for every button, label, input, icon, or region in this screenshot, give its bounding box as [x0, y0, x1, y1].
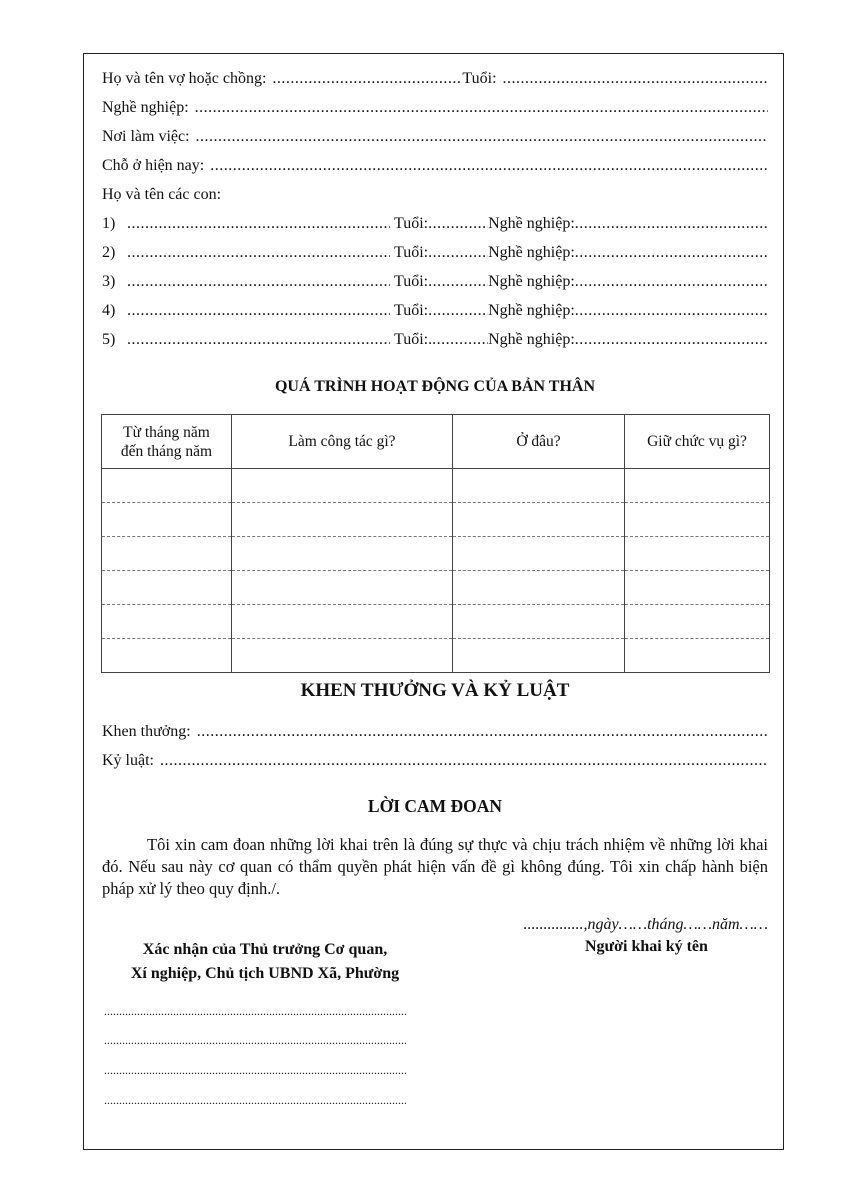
child-job-field[interactable] [575, 213, 768, 235]
table-cell[interactable] [453, 605, 625, 639]
table-row [102, 537, 770, 571]
table-cell[interactable] [102, 639, 232, 673]
residence-field[interactable] [210, 155, 768, 177]
col-from-to [102, 415, 232, 469]
child-job-field[interactable] [575, 300, 768, 322]
table-cell[interactable] [232, 639, 453, 673]
table-cell[interactable] [625, 469, 770, 503]
child-age-label: Tuổi: [394, 302, 429, 319]
occupation-line [102, 97, 768, 119]
history-table [101, 414, 770, 673]
reward-label: Khen thưởng: [102, 723, 191, 740]
child-row [102, 213, 768, 235]
confirmation-field[interactable] [104, 1092, 406, 1108]
col-work: Làm công tác gì? [232, 415, 453, 469]
workplace-label: Nơi làm việc: [102, 128, 190, 145]
confirmation-field[interactable] [104, 1003, 406, 1019]
child-age-field[interactable] [428, 271, 488, 293]
pledge-title: LỜI CAM ĐOAN [367, 796, 503, 816]
confirmation-block [100, 938, 430, 986]
table-cell[interactable] [453, 639, 625, 673]
table-cell[interactable] [625, 605, 770, 639]
col-where: Ở đâu? [453, 415, 625, 469]
table-cell[interactable] [453, 571, 625, 605]
reward-line [102, 721, 768, 743]
confirmation-field[interactable] [104, 1062, 406, 1078]
table-cell[interactable] [625, 571, 770, 605]
col-from-line1: Từ tháng năm [123, 423, 210, 441]
child-age-label: Tuổi: [394, 244, 429, 261]
child-job-label: Nghề nghiệp: [488, 244, 575, 261]
child-age-field[interactable] [428, 300, 488, 322]
history-title: QUÁ TRÌNH HOẠT ĐỘNG CỦA BẢN THÂN [274, 378, 596, 395]
table-cell[interactable] [102, 537, 232, 571]
child-number: 4) [102, 302, 116, 319]
child-job-label: Nghề nghiệp: [488, 331, 575, 348]
table-cell[interactable] [232, 605, 453, 639]
child-name-field[interactable] [127, 213, 390, 235]
confirm-line-2: Xí nghiệp, Chủ tịch UBND Xã, Phường [130, 965, 400, 982]
child-age-label: Tuổi: [394, 273, 429, 290]
child-row [102, 329, 768, 351]
spouse-label: Họ và tên vợ hoặc chồng: [102, 70, 267, 87]
residence-label: Chỗ ở hiện nay: [102, 157, 205, 174]
child-row [102, 242, 768, 264]
spouse-age-label: Tuổi: [462, 70, 497, 87]
confirmation-field[interactable] [104, 1032, 406, 1048]
child-job-field[interactable] [575, 242, 768, 264]
rewards-title: KHEN THƯỞNG VÀ KỶ LUẬT [300, 680, 570, 701]
table-cell[interactable] [453, 503, 625, 537]
child-age-label: Tuổi: [394, 215, 429, 232]
table-cell[interactable] [102, 503, 232, 537]
occupation-label: Nghề nghiệp: [102, 99, 189, 116]
child-job-label: Nghề nghiệp: [488, 215, 575, 232]
col-from-line2: đến tháng năm [120, 442, 213, 460]
table-cell[interactable] [232, 571, 453, 605]
child-job-field[interactable] [575, 329, 768, 351]
residence-line [102, 155, 768, 177]
table-cell[interactable] [625, 639, 770, 673]
occupation-field[interactable] [195, 97, 768, 119]
spouse-line [102, 68, 768, 90]
child-name-field[interactable] [127, 300, 390, 322]
pledge-paragraph [102, 834, 768, 900]
table-cell[interactable] [232, 469, 453, 503]
spouse-age-field[interactable] [503, 68, 768, 90]
history-header-row [102, 415, 770, 469]
child-number: 2) [102, 244, 116, 261]
child-name-field[interactable] [127, 242, 390, 264]
table-cell[interactable] [232, 503, 453, 537]
child-age-label: Tuổi:. [394, 331, 433, 348]
table-cell[interactable] [102, 469, 232, 503]
table-row [102, 639, 770, 673]
child-name-field[interactable] [127, 329, 390, 351]
discipline-field[interactable] [160, 750, 768, 772]
discipline-label: Kỷ luật: [102, 752, 154, 769]
table-cell[interactable] [453, 469, 625, 503]
table-cell[interactable] [232, 537, 453, 571]
confirm-line-1: Xác nhận của Thủ trưởng Cơ quan, [142, 941, 388, 958]
workplace-field[interactable] [196, 126, 768, 148]
table-cell[interactable] [102, 605, 232, 639]
date-line: ...............,ngày……tháng……năm…… [523, 916, 768, 933]
workplace-line [102, 126, 768, 148]
table-row [102, 503, 770, 537]
child-age-field[interactable] [432, 329, 488, 351]
table-row [102, 469, 770, 503]
discipline-line [102, 750, 768, 772]
child-number: 1) [102, 215, 116, 232]
child-row [102, 300, 768, 322]
table-row [102, 605, 770, 639]
table-cell[interactable] [625, 537, 770, 571]
child-age-field[interactable] [428, 242, 488, 264]
child-name-field[interactable] [127, 271, 390, 293]
table-row [102, 571, 770, 605]
col-position: Giữ chức vụ gì? [625, 415, 770, 469]
pledge-text: Tôi xin cam đoan những lời khai trên là đúng sự thực và chịu trách nhiệm về những lời khai đó. Nếu sau này cơ quan có thẩm quyền phát hiện vấn đề gì không đúng. Tôi xin chấp hành biện pháp xử lý theo quy định./. [102, 835, 768, 898]
table-cell[interactable] [102, 571, 232, 605]
children-label: Họ và tên các con: [102, 186, 222, 203]
child-number: 3) [102, 273, 116, 290]
child-job-label: Nghề nghiệp: [488, 302, 575, 319]
child-number: 5) [102, 331, 116, 348]
child-job-field[interactable] [575, 271, 768, 293]
child-row [102, 271, 768, 293]
spouse-name-field[interactable] [272, 68, 462, 90]
declarant-signature-label: Người khai ký tên [585, 938, 708, 955]
child-age-field[interactable] [428, 213, 488, 235]
table-cell[interactable] [625, 503, 770, 537]
reward-field[interactable] [197, 721, 768, 743]
table-cell[interactable] [453, 537, 625, 571]
child-job-label: Nghề nghiệp: [488, 273, 575, 290]
